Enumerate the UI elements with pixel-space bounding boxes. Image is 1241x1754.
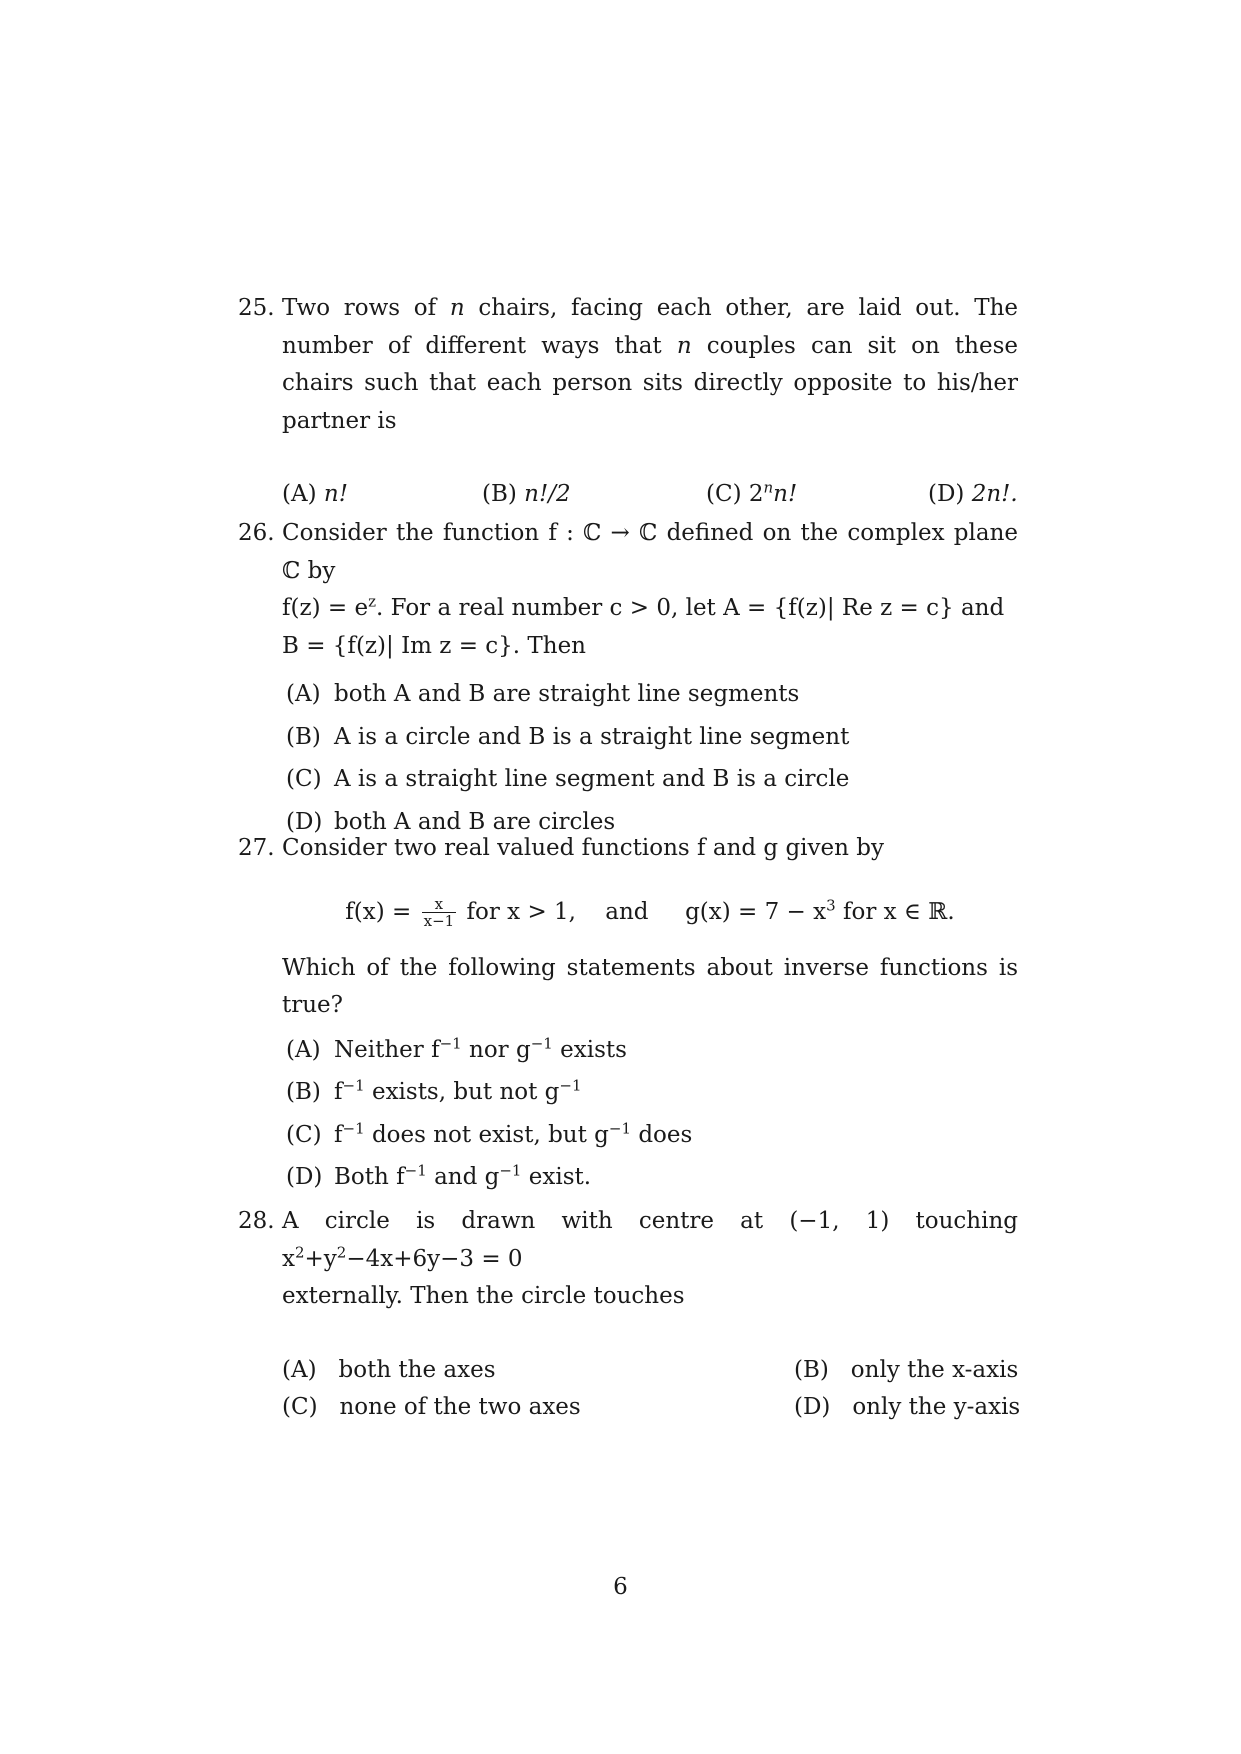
option-d: (D) only the y-axis [794,1393,1021,1420]
question-text: Two rows of n chairs, facing each other, are laid out. The number of different ways that n couples can sit on these chairs such that each person sits directly opposite to his/her partner is [282,295,1018,434]
options-row [282,476,1018,513]
question-number: 28. [238,1208,275,1234]
option-a: (A) n! [282,481,348,507]
fraction: $\frac{x}{x-1}$ [423,895,455,930]
question-27 [238,830,1018,1199]
options-list [286,673,1018,843]
option-d: (D) Both $f^{-1}$ and $g^{-1}$ exist. [286,1161,592,1190]
option-b: (B) only the x-axis [794,1356,1019,1383]
question-text: Consider the function f : ℂ → ℂ defined on the complex plane ℂ by $f(z) = e^z$. For a real number c > 0, let A = {f(z)| Re z = c} and B = {f(z)| Im z = c}. Then [282,520,1018,659]
options-list [286,1029,1018,1199]
question-number: 25. [238,295,275,321]
option-d: (D) 2n!. [928,481,1018,507]
option-a: (A) Neither $f^{-1}$ nor $g^{-1}$ exists [286,1033,627,1063]
options-row-1 [282,1352,1018,1389]
question-text: A circle is drawn with centre at (−1, 1) touching $x^2+y^2-4x+6y-3 = 0$ externally. Then the circle touches [282,1208,1018,1309]
question-25 [238,290,1018,513]
option-b: (B) A is a circle and B is a straight line segment [286,723,850,750]
option-c: (C) none of the two axes [282,1393,581,1420]
question-26 [238,515,1018,843]
function-definitions: f(x) = $\frac{x}{x-1}$ for x > 1, and $g(x) = 7 - x^3$ for x ∈ ℝ. [345,895,955,930]
question-28 [238,1203,1021,1426]
option-d: (D) both A and B are circles [286,808,616,835]
option-b: (B) n!/2 [482,481,571,507]
question-number: 26. [238,520,275,546]
option-a: (A) both the axes [282,1356,496,1383]
page-number: 6 [613,1574,628,1600]
option-c: (C) $f^{-1}$ does not exist, but $g^{-1}$ does [286,1118,693,1148]
question-intro: Consider two real valued functions f and g given by [282,835,884,861]
option-c: (C) A is a straight line segment and B is a circle [286,766,850,792]
option-a: (A) both A and B are straight line segments [286,681,800,707]
options-row-2 [282,1389,1021,1426]
question-text: Which of the following statements about inverse functions is true? [282,954,1018,1018]
option-b: (B) $f^{-1}$ exists, but not $g^{-1}$ [286,1076,582,1105]
option-c: (C) 2$^n$n! [706,478,798,507]
question-number: 27. [238,835,275,861]
